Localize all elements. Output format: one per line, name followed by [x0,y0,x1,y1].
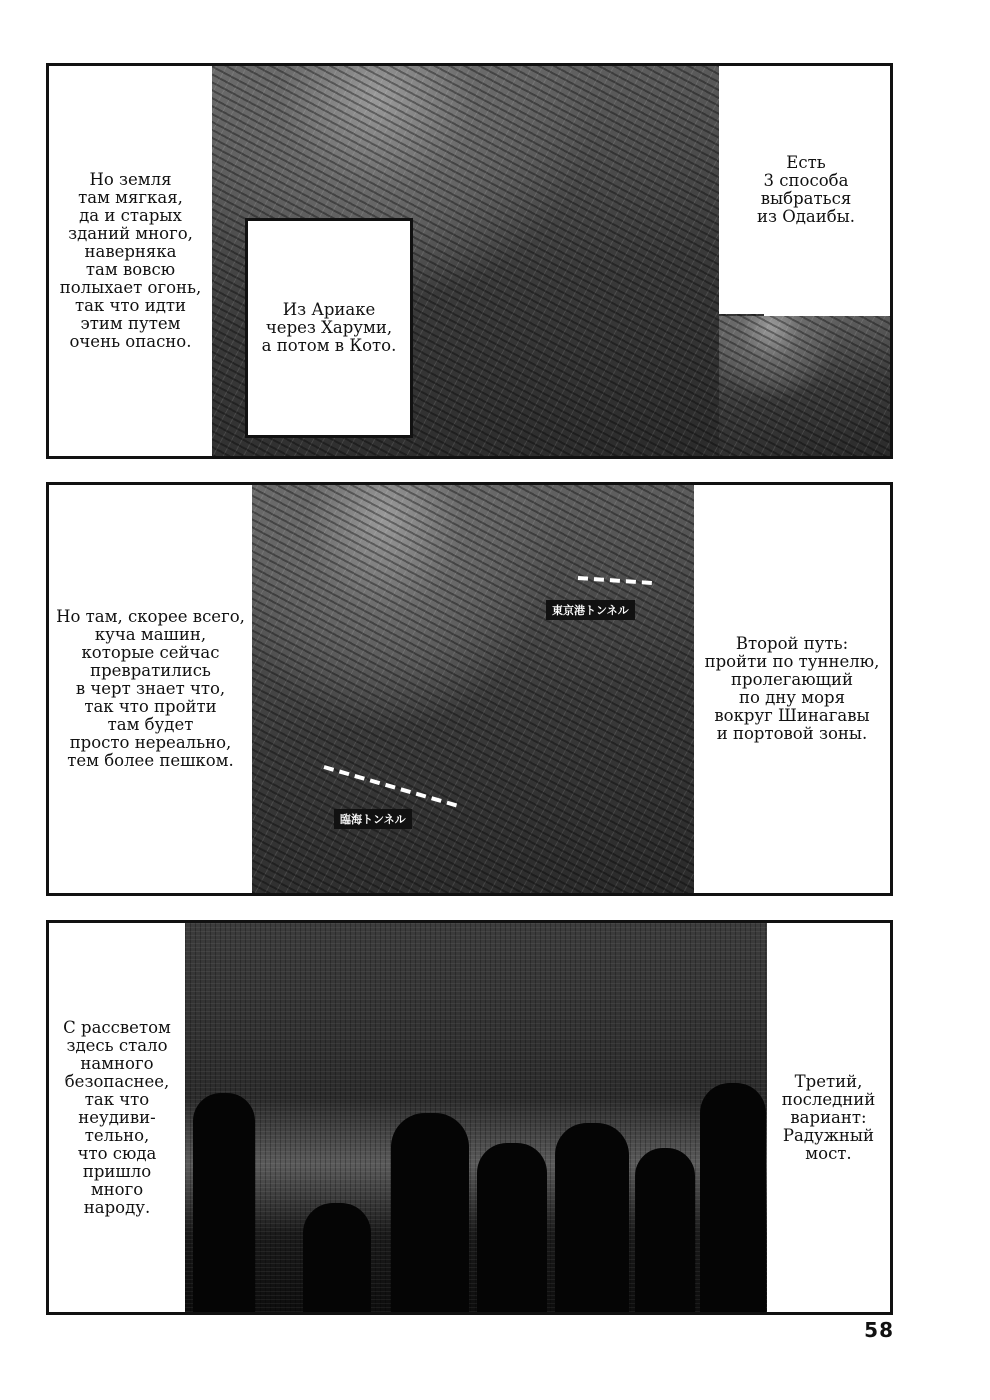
caption-right: Третий, последний вариант: Радужный мост. [767,923,890,1312]
tunnel-routes [252,485,694,893]
person-silhouette [635,1148,695,1313]
tunnel-label-tokyo-port: 東京港トンネル [546,600,635,620]
person-silhouette [303,1203,371,1313]
route-upper-dashed [578,578,652,583]
caption-left: Но там, скорее всего, куча машин, которые сейчас превратились в черт знает что, так что пройти там будет просто нереально, тем более пешком. [49,485,252,893]
person-silhouette [555,1123,629,1313]
person-silhouette [193,1093,255,1313]
caption-right: Второй путь: пройти по туннелю, пролегающий по дну моря вокруг Шинагавы и портовой зоны. [694,485,890,893]
person-silhouette [700,1083,766,1313]
panel-3 [46,920,893,1315]
panel-1 [46,63,893,459]
panel-2 [46,482,893,896]
caption-inner: Из Ариаке через Харуми, а потом в Кото. [245,218,413,438]
crowd-bridge-art [185,923,767,1312]
person-silhouette [391,1113,469,1313]
tunnel-label-rinkai: 臨海トンネル [334,809,412,829]
route-lower-dashed [324,767,462,807]
caption-right: Есть 3 способа выбраться из Одаибы. [719,66,893,314]
caption-left: Но земля там мягкая, да и старых зданий много, наверняка там вовсю полыхает огонь, так что идти этим путем очень опасно. [49,66,212,456]
aerial-city-art-right [719,316,893,456]
person-silhouette [477,1143,547,1313]
caption-left: С рассветом здесь стало намного безопаснее, так что неудиви- тельно, что сюда пришло много народу. [49,923,185,1312]
page-number: 58 [864,1318,894,1342]
